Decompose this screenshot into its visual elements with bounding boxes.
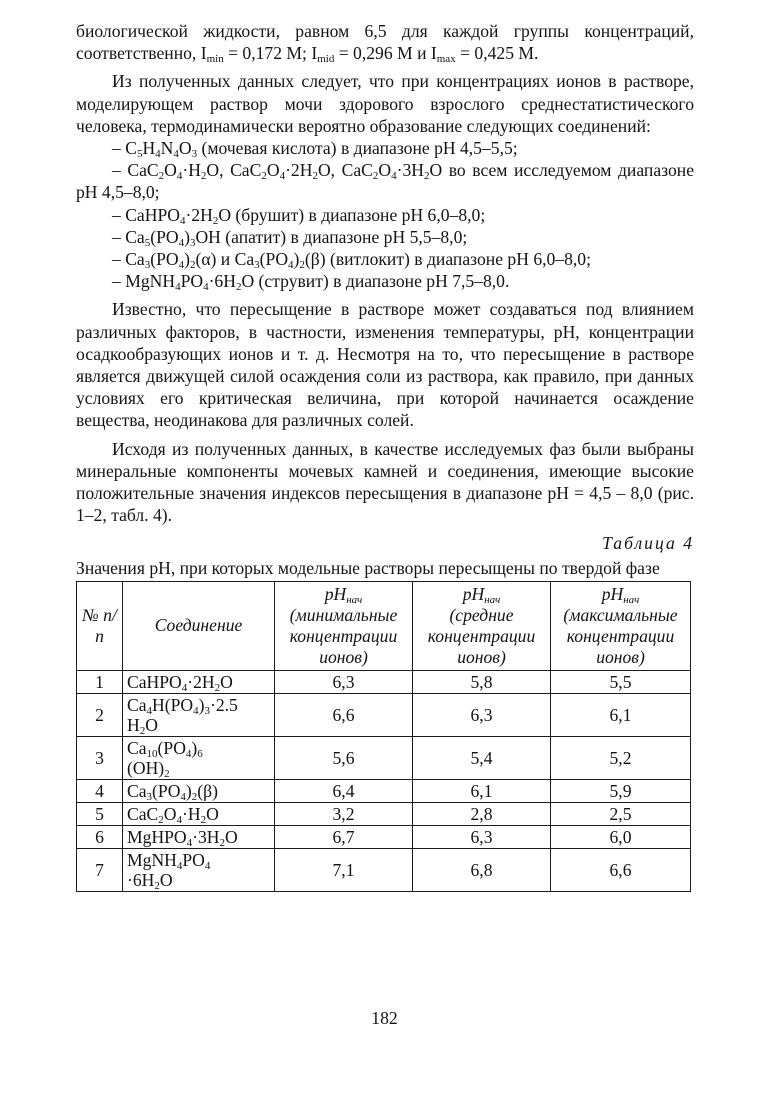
- list-item-text: (струвит) в диапазоне pH 7,5–8,0.: [254, 271, 510, 292]
- cell-number: 7: [77, 848, 123, 891]
- subscript: min: [206, 53, 224, 66]
- header-ph-max: [551, 581, 691, 670]
- header-number: № п/п: [77, 581, 123, 670]
- cell-number: 6: [77, 825, 123, 848]
- table-row: [77, 802, 691, 825]
- text-fragment: = 0,296 M и I: [334, 43, 437, 64]
- header-desc: (максимальные концентрации ионов): [563, 604, 678, 667]
- table-row: [77, 825, 691, 848]
- cell-ph-mid: 5,8: [413, 670, 551, 693]
- cell-compound: $CaC_2O_4\cdot H_2O$: [123, 802, 275, 825]
- cell-number: 5: [77, 802, 123, 825]
- data-table: [76, 581, 691, 892]
- ph-label: pH: [462, 583, 485, 604]
- list-item: – $CaHPO_4\cdot 2H_2O$ (брушит) в диапазоне pH 6,0–8,0;: [112, 204, 486, 227]
- cell-ph-mid: 2,8: [413, 802, 551, 825]
- list-item-text: и: [216, 249, 235, 270]
- page-number: 182: [371, 1008, 398, 1028]
- list-item-text: (мочевая кислота) в диапазоне pH 4,5–5,5;: [197, 138, 518, 159]
- cell-compound: $CaHPO_4\cdot 2H_2O$: [123, 670, 275, 693]
- list-item-text: во всем исследуемом диапазоне pH 4,5–8,0;: [76, 160, 695, 203]
- cell-number: 1: [77, 670, 123, 693]
- list-item: – $MgNH_4PO_4\cdot 6H_2O$ (струвит) в диапазоне pH 7,5–8,0.: [112, 271, 510, 294]
- paragraph-4: Исходя из полученных данных, в качестве исследуемых фаз были выбраны минеральные компоненты мочевых камней и соединения, имеющие высокие положительные значения индексов пересыщения в диапазоне pH = 4,5 – 8,0 (рис. 1–2, табл. 4).: [76, 438, 694, 526]
- text-fragment: = 0,172 M; I: [223, 43, 318, 64]
- cell-ph-max: 6,1: [551, 693, 691, 736]
- cell-ph-mid: 6,1: [413, 779, 551, 802]
- header-desc: (минимальные концентрации ионов): [289, 604, 398, 667]
- table-header-row: [77, 581, 691, 670]
- paragraph-1-line-2: [76, 43, 539, 66]
- table-row: [77, 670, 691, 693]
- list-item-text: (апатит) в диапазоне pH 5,5–8,0;: [220, 226, 468, 247]
- table-row: [77, 779, 691, 802]
- cell-compound: $Ca_4H(PO_4)_3\cdot 2.5$ $H_2O$: [123, 693, 275, 736]
- cell-ph-min: 7,1: [275, 848, 413, 891]
- paragraph-1-line-1: биологической жидкости, равном 6,5 для каждой группы концентраций,: [76, 21, 694, 41]
- cell-ph-max: 5,9: [551, 779, 691, 802]
- table-caption: Значения pH, при которых модельные растворы пересыщены по твердой фазе: [76, 557, 660, 578]
- cell-ph-max: 6,0: [551, 825, 691, 848]
- cell-ph-mid: 6,3: [413, 825, 551, 848]
- page-content: [76, 20, 694, 892]
- header-ph-min: [275, 581, 413, 670]
- cell-compound: $Ca_3(PO_4)_2(\beta)$: [123, 779, 275, 802]
- cell-number: 2: [77, 693, 123, 736]
- cell-compound: $MgNH_4PO_4$ $\cdot 6H_2O$: [123, 848, 275, 891]
- cell-ph-min: 6,4: [275, 779, 413, 802]
- paragraph-2: Из полученных данных следует, что при концентрациях ионов в растворе, моделирующем раствор мочи здорового взрослого среднестатистического человека, термодинамически вероятно образование следующих соединений:: [76, 71, 694, 136]
- cell-ph-mid: 5,4: [413, 736, 551, 779]
- cell-ph-min: 5,6: [275, 736, 413, 779]
- cell-number: 4: [77, 779, 123, 802]
- cell-ph-max: 6,6: [551, 848, 691, 891]
- ph-subscript: нач: [484, 593, 501, 606]
- list-item: – $Ca_5(PO_4)_3OH$ (апатит) в диапазоне pH 5,5–8,0;: [112, 226, 468, 249]
- list-item-text: (витлокит) в диапазоне pH 6,0–8,0;: [325, 249, 591, 270]
- text-fragment: соответственно, I: [76, 43, 207, 64]
- subscript: max: [436, 53, 456, 66]
- ph-subscript: нач: [623, 593, 640, 606]
- table-number: Таблица 4: [602, 533, 694, 554]
- cell-compound: $MgHPO_4\cdot 3H_2O$: [123, 825, 275, 848]
- list-item: – $C_5H_4N_4O_3$ (мочевая кислота) в диапазоне pH 4,5–5,5;: [112, 138, 518, 161]
- text-fragment: = 0,425 M.: [455, 43, 539, 64]
- ph-label: pH: [601, 583, 624, 604]
- header-ph-mid: [413, 581, 551, 670]
- subscript: mid: [317, 53, 335, 66]
- table-row: [77, 693, 691, 736]
- list-item: – $CaC_2O_4\cdot H_2O$, $CaC_2O_4\cdot 2H_2O$, $CaC_2O_4\cdot 3H_2O$ во всем исследуемом диапазоне pH 4,5–8,0;: [76, 160, 695, 203]
- table-row: [77, 848, 691, 891]
- cell-ph-min: 6,3: [275, 670, 413, 693]
- cell-ph-mid: 6,8: [413, 848, 551, 891]
- list-item-text: (брушит) в диапазоне pH 6,0–8,0;: [231, 204, 486, 225]
- ph-label: pH: [324, 583, 347, 604]
- cell-number: 3: [77, 736, 123, 779]
- list-item: – $Ca_3(PO_4)_2(\alpha)$ и $Ca_3(PO_4)_2(\beta)$ (витлокит) в диапазоне pH 6,0–8,0;: [112, 249, 591, 272]
- cell-ph-min: 6,6: [275, 693, 413, 736]
- table-row: [77, 736, 691, 779]
- cell-ph-max: 5,5: [551, 670, 691, 693]
- cell-ph-max: 2,5: [551, 802, 691, 825]
- paragraph-3: Известно, что пересыщение в растворе может создаваться под влиянием различных факторов, в частности, изменения температуры, pH, концентрации осадкообразующих ионов и т. д. Несмотря на то, что пересыщение в растворе является движущей силой осаждения соли из раствора, как правило, при данных условиях его критическая величина, при которой начинается осаждение вещества, неодинакова для различных солей.: [76, 299, 694, 431]
- cell-ph-min: 3,2: [275, 802, 413, 825]
- header-desc: (средние концентрации ионов): [427, 604, 536, 667]
- header-compound: Соединение: [123, 581, 275, 670]
- paragraph-1: [76, 20, 694, 64]
- cell-ph-min: 6,7: [275, 825, 413, 848]
- cell-ph-mid: 6,3: [413, 693, 551, 736]
- ph-subscript: нач: [346, 593, 363, 606]
- cell-compound: $Ca_{10}(PO_4)_6$ $(OH)_2$: [123, 736, 275, 779]
- cell-ph-max: 5,2: [551, 736, 691, 779]
